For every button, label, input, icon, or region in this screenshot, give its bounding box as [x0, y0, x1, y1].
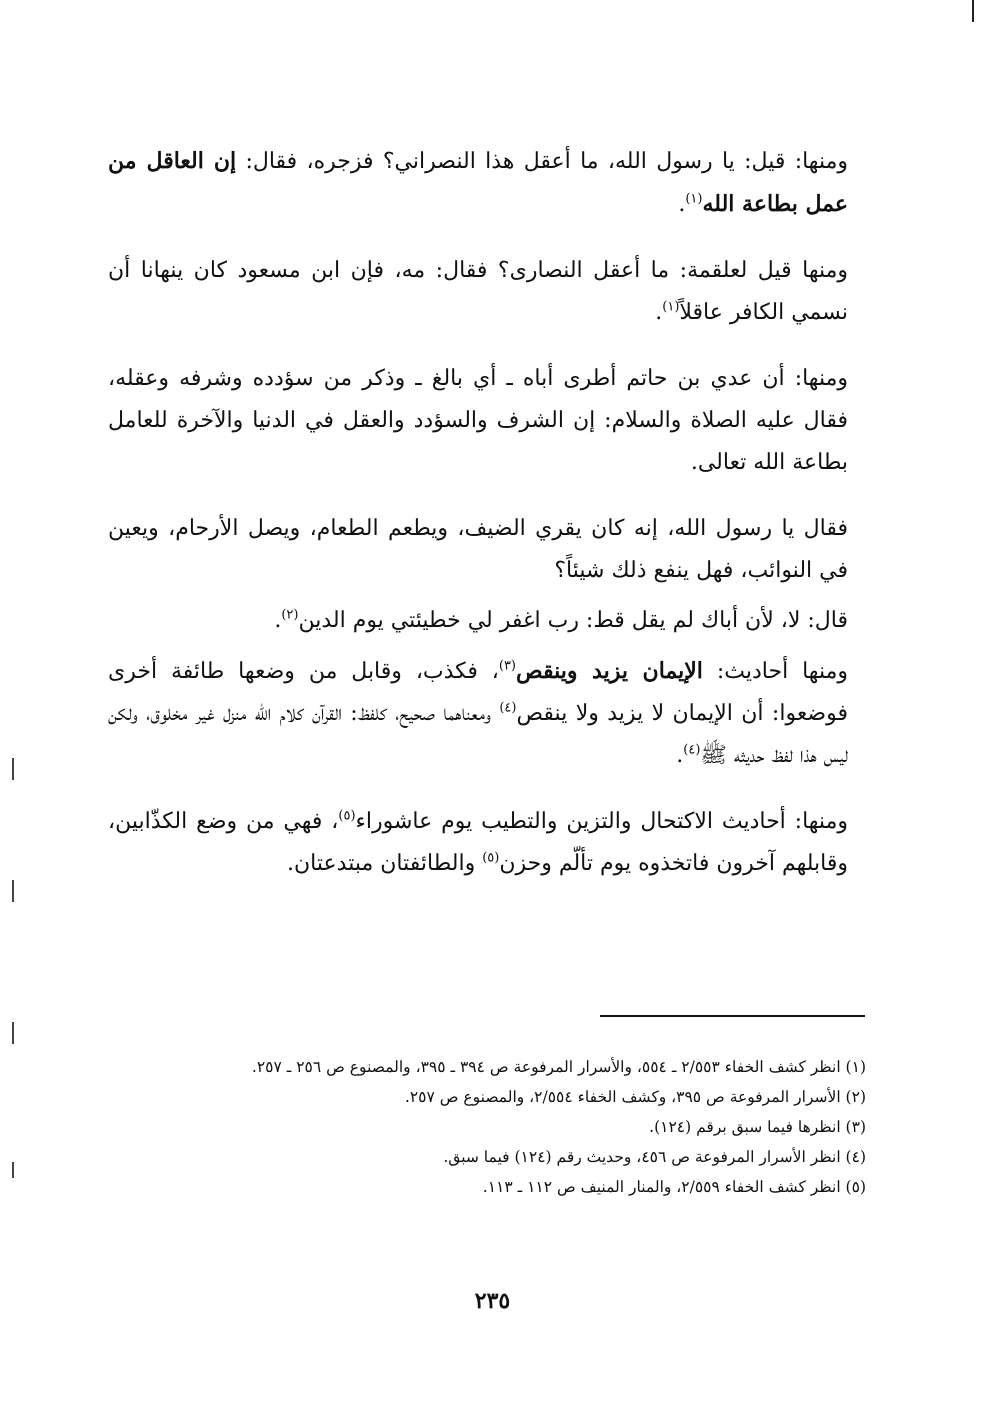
footnote-ref[interactable]: (٣) — [498, 658, 516, 674]
footnotes — [118, 1052, 866, 1202]
scan-edge-line — [972, 0, 974, 22]
scan-margin-mark — [12, 1162, 14, 1178]
paragraph: ومنها: أن عدي بن حاتم أطرى أباه ـ أي بالغ ـ وذكر من سؤدده وشرفه وعقله، فقال عليه الصلاة والسلام: إن الشرف والسؤدد والعقل في الدنيا والآخرة للعامل بطاعة الله تعالى. — [108, 366, 848, 475]
footnote: (٢) الأسرار المرفوعة ص ٣٩٥، وكشف الخفاء ٢/٥٥٤، والمصنوع ص ٢٥٧. — [404, 1088, 866, 1106]
scan-margin-mark — [12, 1022, 14, 1044]
scan-margin-mark — [12, 758, 14, 780]
paragraph: ومنها أحاديث: الإيمان يزيد وينقص$^{(٣)}$، فكذب، وقابل من وضعها طائفة أخرى فوضعوا: أن الإيمان لا يزيد ولا ينقص$^{(٤)}$ ومعناهما صحيح، كلفظ: القرآن كلام الله منزل غير مخلوق، ولكن ليس هذا لفظ حديثه ﷺ$^{(٤)}$. — [108, 658, 848, 768]
page-body — [108, 140, 848, 909]
footnote-ref[interactable]: (٥) — [338, 808, 356, 824]
paragraph: ومنها: قيل: يا رسول الله، ما أعقل هذا النصراني؟ فزجره، فقال: إن العاقل من عمل بطاعة الله$^{(١)}$. — [108, 148, 848, 217]
footnote-ref[interactable]: (٤) — [683, 742, 701, 758]
footnote: (٣) انظرها فيما سبق برقم (١٢٤). — [649, 1118, 866, 1136]
scan-margin-mark — [12, 880, 14, 902]
paragraph: فقال يا رسول الله، إنه كان يقري الضيف، ويطعم الطعام، ويصل الأرحام، ويعين في النوائب، فهل ينفع ذلك شيئاً؟ — [108, 516, 848, 583]
paragraph: قال: لا، لأن أباك لم يقل قط: رب اغفر لي خطيئتي يوم الدين$^{(٢)}$. — [274, 607, 848, 633]
page-number: ٢٣٥ — [474, 1288, 511, 1314]
footnote: (١) انظر كشف الخفاء ٢/٥٥٣ ـ ٥٥٤، والأسرار المرفوعة ص ٣٩٤ ـ ٣٩٥، والمصنوع ص ٢٥٦ ـ ٢٥٧. — [251, 1058, 866, 1076]
footnote: (٥) انظر كشف الخفاء ٢/٥٥٩، والمنار المنيف ص ١١٢ ـ ١١٣. — [482, 1178, 866, 1196]
footnote-ref[interactable]: (٥) — [482, 850, 500, 866]
paragraph: ومنها: أحاديث الاكتحال والتزين والتطيب يوم عاشوراء$^{(٥)}$، فهي من وضع الكذّابين، وقابلهم آخرون فاتخذوه يوم تألّم وحزن$^{(٥)}$ والطائفتان مبتدعتان. — [108, 808, 848, 876]
bold-phrase: إن العاقل من عمل بطاعة الله — [108, 148, 848, 217]
footnote: (٤) انظر الأسرار المرفوعة ص ٤٥٦، وحديث رقم (١٢٤) فيما سبق. — [443, 1148, 866, 1166]
bold-phrase: الإيمان يزيد وينقص — [516, 658, 703, 684]
footnote-ref[interactable]: (١) — [685, 191, 703, 207]
footnote-separator — [600, 1015, 865, 1017]
footnote-ref[interactable]: (١) — [662, 299, 680, 315]
footnote-ref[interactable]: (٤) — [499, 700, 517, 716]
paragraph: ومنها قيل لعلقمة: ما أعقل النصارى؟ فقال: مه، فإن ابن مسعود كان ينهانا أن نسمي الكافر عاقلاً$^{(١)}$. — [108, 258, 849, 325]
footnote-ref[interactable]: (٢) — [281, 607, 299, 623]
